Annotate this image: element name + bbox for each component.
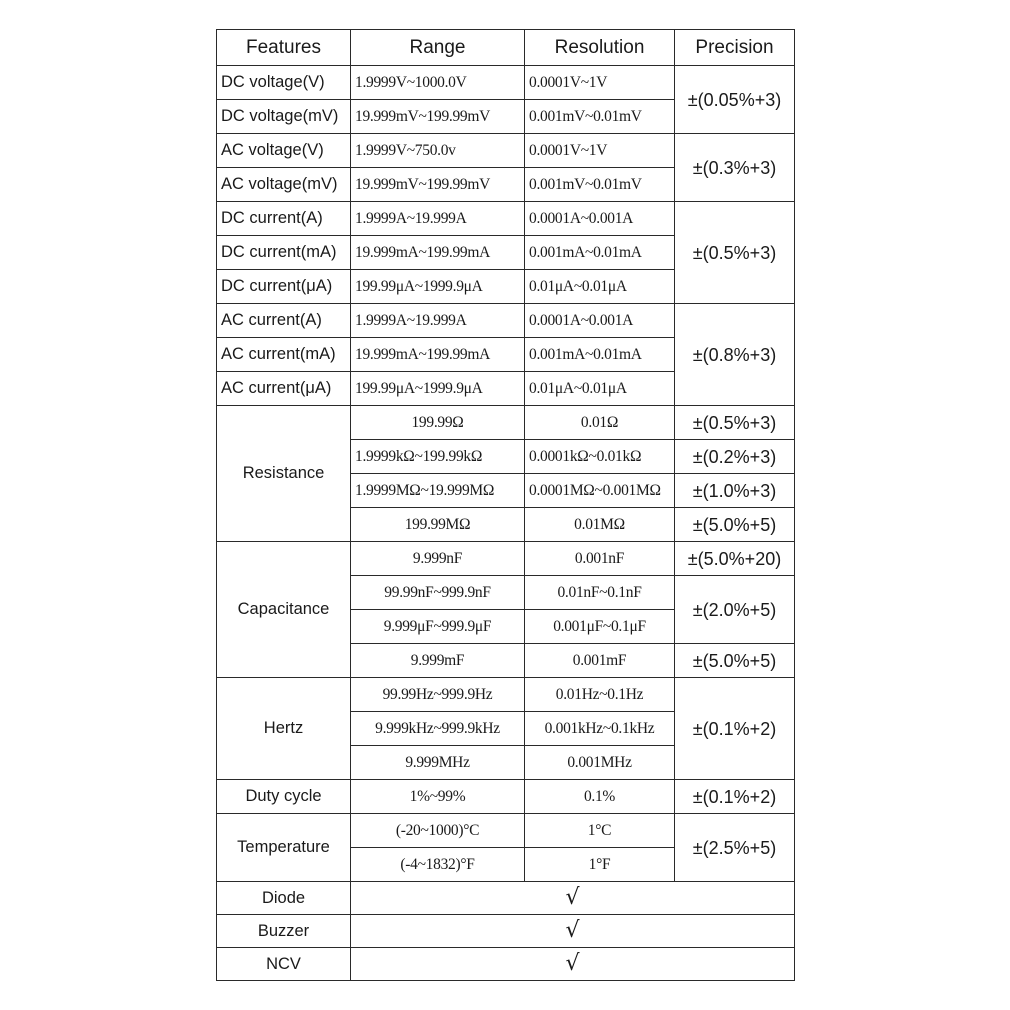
- resolution-cell: 0.0001V~1V: [525, 66, 675, 100]
- resolution-cell: 0.01nF~0.1nF: [525, 576, 675, 610]
- resolution-cell: 0.001kHz~0.1kHz: [525, 712, 675, 746]
- checkmark-cell: √: [351, 915, 795, 948]
- resolution-cell: 0.0001kΩ~0.01kΩ: [525, 440, 675, 474]
- spec-table: [216, 29, 795, 981]
- feature-cell: NCV: [217, 948, 351, 981]
- range-cell: 1.9999kΩ~199.99kΩ: [351, 440, 525, 474]
- feature-cell: DC current(μA): [217, 270, 351, 304]
- precision-cell: ±(5.0%+5): [675, 508, 795, 542]
- precision-cell: ±(5.0%+5): [675, 644, 795, 678]
- resolution-cell: 0.01Ω: [525, 406, 675, 440]
- table-row: [217, 882, 795, 915]
- range-cell: 199.99Ω: [351, 406, 525, 440]
- resolution-cell: 0.001MHz: [525, 746, 675, 780]
- feature-cell: AC current(A): [217, 304, 351, 338]
- table-row: [217, 542, 795, 576]
- precision-cell: ±(1.0%+3): [675, 474, 795, 508]
- resolution-cell: 1°C: [525, 814, 675, 848]
- range-cell: 19.999mA~199.99mA: [351, 338, 525, 372]
- feature-cell: Temperature: [217, 814, 351, 882]
- table-row: [217, 134, 795, 168]
- table-row: [217, 304, 795, 338]
- range-cell: 19.999mV~199.99mV: [351, 100, 525, 134]
- feature-cell: AC current(μA): [217, 372, 351, 406]
- table-row: [217, 915, 795, 948]
- range-cell: 9.999μF~999.9μF: [351, 610, 525, 644]
- resolution-cell: 0.001mA~0.01mA: [525, 338, 675, 372]
- table-row: [217, 948, 795, 981]
- precision-cell: ±(0.05%+3): [675, 66, 795, 134]
- feature-cell: Buzzer: [217, 915, 351, 948]
- resolution-cell: 0.001nF: [525, 542, 675, 576]
- range-cell: 9.999kHz~999.9kHz: [351, 712, 525, 746]
- range-cell: 199.99μA~1999.9μA: [351, 372, 525, 406]
- range-cell: 99.99nF~999.9nF: [351, 576, 525, 610]
- feature-cell: AC current(mA): [217, 338, 351, 372]
- table-row: [217, 202, 795, 236]
- range-cell: (-20~1000)°C: [351, 814, 525, 848]
- precision-cell: ±(5.0%+20): [675, 542, 795, 576]
- checkmark-cell: √: [351, 882, 795, 915]
- feature-cell: AC voltage(V): [217, 134, 351, 168]
- resolution-cell: 0.01μA~0.01μA: [525, 270, 675, 304]
- resolution-cell: 0.1%: [525, 780, 675, 814]
- feature-cell: Resistance: [217, 406, 351, 542]
- table-row: [217, 814, 795, 848]
- range-cell: 1%~99%: [351, 780, 525, 814]
- resolution-cell: 0.001mV~0.01mV: [525, 100, 675, 134]
- precision-cell: ±(0.5%+3): [675, 202, 795, 304]
- precision-cell: ±(0.8%+3): [675, 304, 795, 406]
- table-row: [217, 678, 795, 712]
- header-resolution: Resolution: [525, 30, 675, 66]
- range-cell: 1.9999V~750.0v: [351, 134, 525, 168]
- resolution-cell: 1°F: [525, 848, 675, 882]
- precision-cell: ±(0.5%+3): [675, 406, 795, 440]
- range-cell: 9.999MHz: [351, 746, 525, 780]
- resolution-cell: 0.0001A~0.001A: [525, 304, 675, 338]
- resolution-cell: 0.01μA~0.01μA: [525, 372, 675, 406]
- resolution-cell: 0.01Hz~0.1Hz: [525, 678, 675, 712]
- resolution-cell: 0.0001A~0.001A: [525, 202, 675, 236]
- feature-cell: DC current(A): [217, 202, 351, 236]
- header-features: Features: [217, 30, 351, 66]
- range-cell: 9.999mF: [351, 644, 525, 678]
- precision-cell: ±(2.0%+5): [675, 576, 795, 644]
- precision-cell: ±(2.5%+5): [675, 814, 795, 882]
- feature-cell: DC voltage(V): [217, 66, 351, 100]
- precision-cell: ±(0.1%+2): [675, 780, 795, 814]
- feature-cell: Diode: [217, 882, 351, 915]
- resolution-cell: 0.001mF: [525, 644, 675, 678]
- range-cell: 1.9999A~19.999A: [351, 202, 525, 236]
- table-row: [217, 780, 795, 814]
- range-cell: 99.99Hz~999.9Hz: [351, 678, 525, 712]
- precision-cell: ±(0.2%+3): [675, 440, 795, 474]
- range-cell: 9.999nF: [351, 542, 525, 576]
- range-cell: 1.9999MΩ~19.999MΩ: [351, 474, 525, 508]
- resolution-cell: 0.0001V~1V: [525, 134, 675, 168]
- range-cell: 19.999mV~199.99mV: [351, 168, 525, 202]
- feature-cell: Hertz: [217, 678, 351, 780]
- range-cell: (-4~1832)°F: [351, 848, 525, 882]
- feature-cell: Duty cycle: [217, 780, 351, 814]
- range-cell: 199.99μA~1999.9μA: [351, 270, 525, 304]
- range-cell: 19.999mA~199.99mA: [351, 236, 525, 270]
- precision-cell: ±(0.1%+2): [675, 678, 795, 780]
- header-range: Range: [351, 30, 525, 66]
- checkmark-cell: √: [351, 948, 795, 981]
- table-row: [217, 406, 795, 440]
- header-precision: Precision: [675, 30, 795, 66]
- precision-cell: ±(0.3%+3): [675, 134, 795, 202]
- table-row: [217, 66, 795, 100]
- feature-cell: DC current(mA): [217, 236, 351, 270]
- resolution-cell: 0.01MΩ: [525, 508, 675, 542]
- range-cell: 1.9999A~19.999A: [351, 304, 525, 338]
- resolution-cell: 0.0001MΩ~0.001MΩ: [525, 474, 675, 508]
- feature-cell: AC voltage(mV): [217, 168, 351, 202]
- resolution-cell: 0.001μF~0.1μF: [525, 610, 675, 644]
- range-cell: 1.9999V~1000.0V: [351, 66, 525, 100]
- resolution-cell: 0.001mA~0.01mA: [525, 236, 675, 270]
- range-cell: 199.99MΩ: [351, 508, 525, 542]
- resolution-cell: 0.001mV~0.01mV: [525, 168, 675, 202]
- feature-cell: Capacitance: [217, 542, 351, 678]
- header-row: [217, 30, 795, 66]
- feature-cell: DC voltage(mV): [217, 100, 351, 134]
